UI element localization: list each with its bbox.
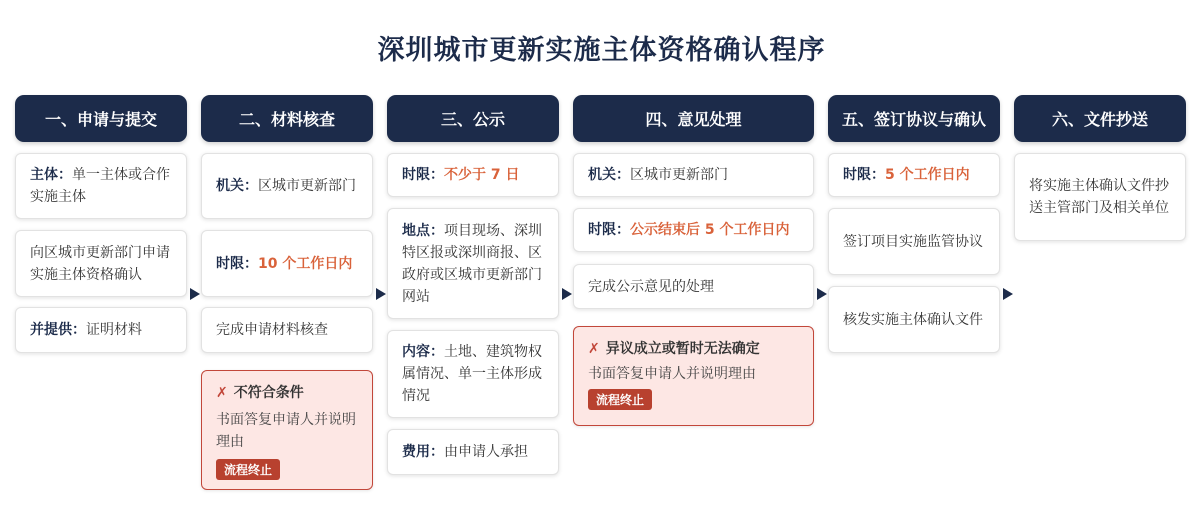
reject-description: 书面答复申请人并说明理由 (588, 366, 756, 382)
card-text: 核发实施主体确认文件 (843, 311, 983, 328)
step-6-card-copy (1014, 153, 1186, 241)
card-label: 时限： (843, 167, 885, 183)
reject-title: 不符合条件 (233, 385, 304, 401)
card-label: 地点： (402, 222, 444, 239)
step-4-card-agency (573, 153, 814, 197)
step-5-card-agreement (828, 208, 1000, 275)
step-5-card-issue (828, 286, 1000, 353)
process-end-badge: 流程终止 (588, 389, 652, 410)
card-text: 区城市更新部门 (258, 178, 356, 194)
step-3-card-location (387, 208, 559, 319)
card-text: 土地、建筑物权属情况、单一主体形成情况 (402, 344, 542, 404)
step-5-column (828, 95, 1000, 328)
card-label: 机关： (588, 167, 630, 183)
card-text: 区城市更新部门 (630, 167, 728, 183)
step-2-card-agency (201, 153, 373, 219)
step-3-card-fee (387, 429, 559, 475)
card-label: 内容： (402, 344, 444, 360)
card-label: 费用： (402, 444, 444, 460)
step-2-card-deadline (201, 230, 373, 297)
card-highlight: 5 个工作日内 (885, 167, 970, 183)
flow-arrow-icon (817, 288, 827, 300)
card-text: 证明材料 (86, 322, 142, 338)
step-3-header: 三、公示 (387, 95, 559, 142)
reject-x-icon: ✗ (216, 385, 228, 401)
reject-description: 书面答复申请人并说明理由 (216, 412, 356, 450)
card-text: 单一主体或合作实施主体 (30, 167, 170, 205)
step-4-card-deadline (573, 208, 814, 252)
card-label: 并提供： (30, 322, 86, 338)
card-label: 时限： (216, 255, 258, 272)
card-text: 向区城市更新部门申请实施主体资格确认 (30, 244, 170, 283)
step-1-column (15, 95, 187, 338)
step-1-header: 一、申请与提交 (15, 95, 187, 142)
step-2-card-review (201, 307, 373, 353)
card-text: 完成公示意见的处理 (588, 278, 714, 295)
step-4-reject-box (573, 326, 814, 426)
card-text: 将实施主体确认文件抄送主管部门及相关单位 (1029, 178, 1169, 216)
flow-arrow-icon (562, 288, 572, 300)
step-3-card-content (387, 330, 559, 418)
step-1-card-apply (15, 230, 187, 297)
step-1-card-provide (15, 307, 187, 353)
step-2-column (201, 95, 373, 477)
card-text: 项目现场、深圳特区报或深圳商报、区政府或区城市更新部门网站 (402, 222, 542, 305)
step-5-card-deadline (828, 153, 1000, 197)
card-highlight: 公示结束后 5 个工作日内 (630, 222, 790, 238)
reject-title: 异议成立或暂时无法确定 (605, 341, 760, 357)
card-text: 完成申请材料核查 (216, 322, 328, 338)
step-4-column (573, 95, 814, 407)
reject-x-icon: ✗ (588, 341, 600, 357)
step-5-header: 五、签订协议与确认 (828, 95, 1000, 142)
process-end-badge: 流程终止 (216, 459, 280, 480)
card-label: 时限： (588, 222, 630, 238)
step-3-column (387, 95, 559, 460)
flow-arrow-icon (1003, 288, 1013, 300)
step-4-header: 四、意见处理 (573, 95, 814, 142)
card-label: 机关： (216, 178, 258, 194)
diagram-title: 深圳城市更新实施主体资格确认程序 (377, 35, 826, 66)
step-6-header: 六、文件抄送 (1014, 95, 1186, 142)
step-4-card-process (573, 264, 814, 309)
step-2-reject-box (201, 370, 373, 490)
card-label: 时限： (402, 167, 444, 183)
step-1-card-subject (15, 153, 187, 219)
flow-arrow-icon (376, 288, 386, 300)
card-highlight: 10 个工作日内 (258, 255, 353, 272)
card-label: 主体： (30, 167, 72, 183)
flow-arrow-icon (190, 288, 200, 300)
card-text: 签订项目实施监管协议 (843, 233, 983, 250)
step-6-column (1014, 95, 1186, 216)
step-2-header: 二、材料核查 (201, 95, 373, 142)
card-highlight: 不少于 7 日 (444, 167, 520, 183)
step-3-card-deadline (387, 153, 559, 197)
card-text: 由申请人承担 (444, 444, 528, 460)
